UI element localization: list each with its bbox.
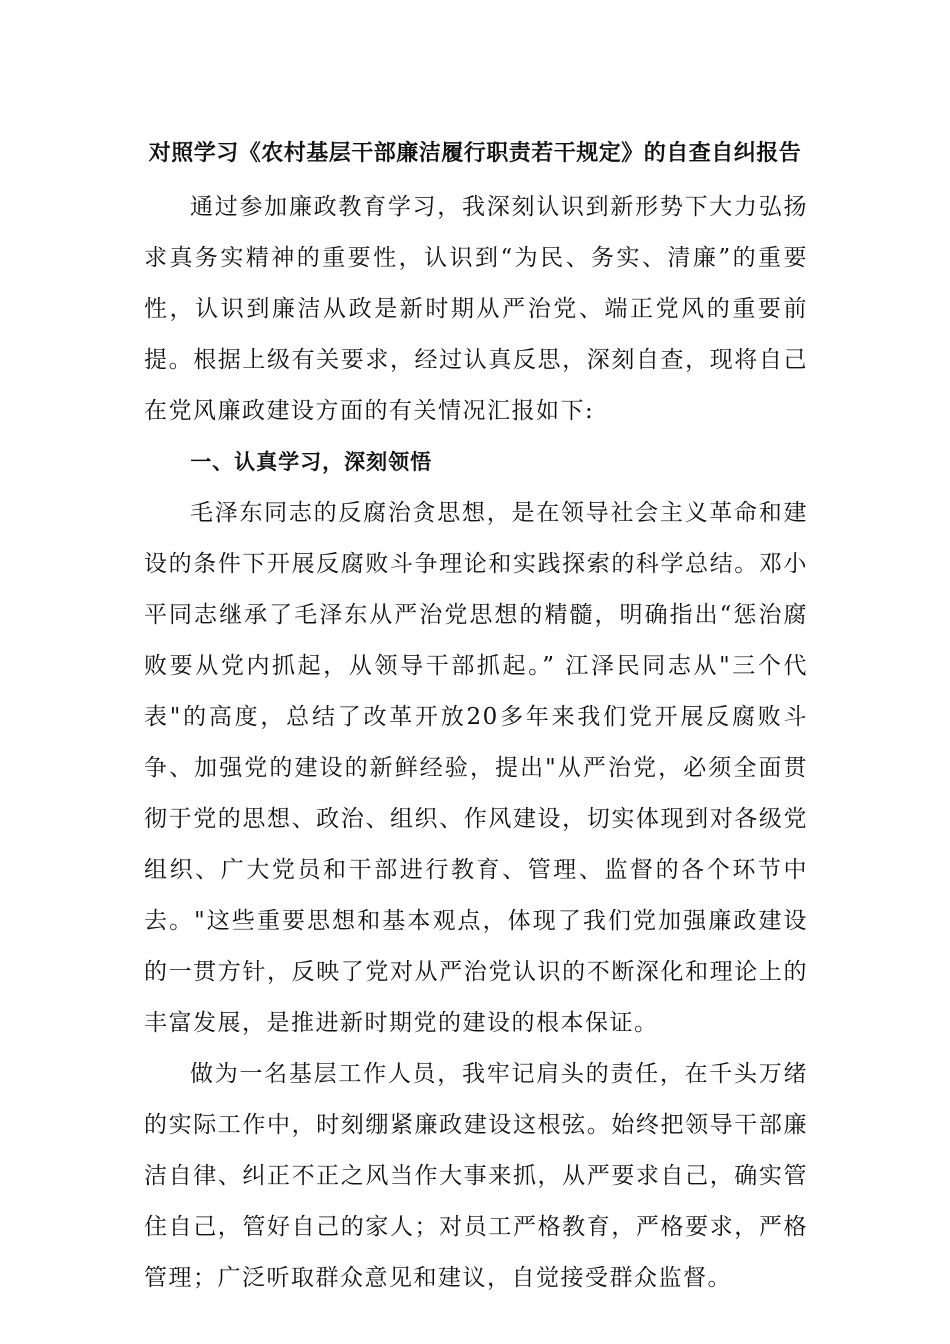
section-paragraph-1: 毛泽东同志的反腐治贪思想，是在领导社会主义革命和建设的条件下开展反腐败斗争理论和实践探索的科学总结。邓小平同志继承了毛泽东从严治党思想的精髓，明确指出“惩治腐败要从党内抓起，从领导干部抓起。” 江泽民同志从"三个代表"的高度，总结了改革开放20多年来我们党开展反腐败斗争、加强党的建设的新鲜经验，提出"从严治党，必须全面贯彻于党的思想、政治、组织、作风建设，切实体现到对各级党组织、广大党员和干部进行教育、管理、监督的各个环节中去。"这些重要思想和基本观点，体现了我们党加强廉政建设的一贯方针，反映了党对从严治党认识的不断深化和理论上的丰富发展，是推进新时期党的建设的根本保证。 <box>144 500 808 1036</box>
section-heading: 一、认真学习，深刻领悟 <box>190 450 433 474</box>
section-paragraph-2: 做为一名基层工作人员，我牢记肩头的责任，在千头万绪的实际工作中，时刻绷紧廉政建设这根弦。始终把领导干部廉洁自律、纠正不正之风当作大事来抓，从严要求自己，确实管住自己，管好自己的家人；对员工严格教育，严格要求，严格管理；广泛听取群众意见和建议，自觉接受群众监督。 <box>144 1061 808 1291</box>
intro-paragraph: 通过参加廉政教育学习，我深刻认识到新形势下大力弘扬求真务实精神的重要性，认识到“为民、务实、清廉”的重要性，认识到廉洁从政是新时期从严治党、端正党风的重要前提。根据上级有关要求，经过认真反思，深刻自查，现将自己在党风廉政建设方面的有关情况汇报如下: <box>144 194 808 424</box>
document-body <box>144 182 808 1304</box>
document-title: 对照学习《农村基层干部廉洁履行职责若干规定》的自查自纠报告 <box>148 141 802 166</box>
